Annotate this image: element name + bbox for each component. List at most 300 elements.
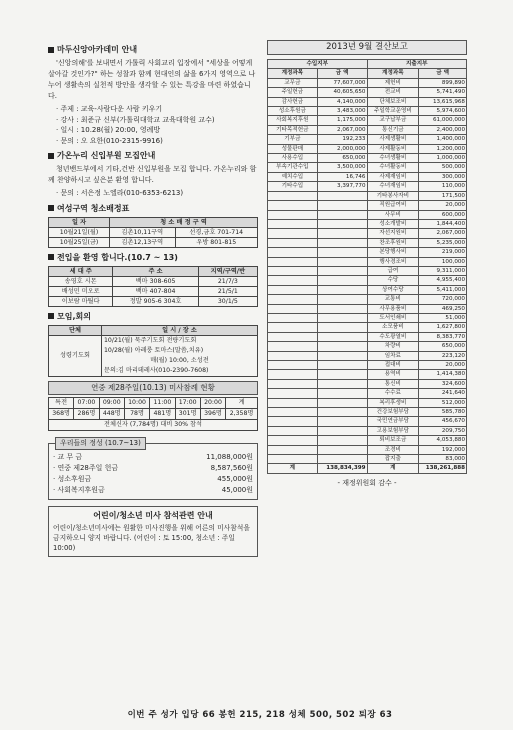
table-cell: 선경,금호 701-714 bbox=[175, 227, 257, 237]
expense-amount: 600,000 bbox=[419, 210, 467, 219]
finance-title: 2013년 9월 결산보고 bbox=[267, 40, 467, 55]
notice-title: 어린이/청소년 미사 참석관련 안내 bbox=[93, 510, 213, 520]
expense-item: 사무비 bbox=[367, 210, 419, 219]
income-amount bbox=[317, 248, 367, 257]
finance-table bbox=[267, 59, 467, 474]
expense-item: 행사경조비 bbox=[367, 257, 419, 266]
table-row bbox=[268, 191, 467, 200]
expense-item: 수녀재임비 bbox=[367, 182, 419, 191]
income-amount bbox=[317, 295, 367, 304]
income-amount bbox=[317, 379, 367, 388]
income-item bbox=[268, 408, 318, 417]
expense-amount: 51,000 bbox=[419, 313, 467, 322]
expense-item: 통신비 bbox=[367, 379, 419, 388]
table-cell: 07:00 bbox=[74, 397, 99, 408]
expense-amount: 650,000 bbox=[419, 342, 467, 351]
income-item bbox=[268, 342, 318, 351]
income-item bbox=[268, 455, 318, 464]
table-cell: 10월21일(월) bbox=[49, 227, 110, 237]
expense-amount: 100,000 bbox=[419, 257, 467, 266]
total-row bbox=[268, 464, 467, 473]
table-row bbox=[268, 78, 467, 87]
table-cell: 368명 bbox=[49, 408, 74, 419]
choir-section-title bbox=[48, 150, 258, 161]
academy-line: · 강사 : 최준규 신부(가톨릭대학교 교육대학원 교수) bbox=[56, 115, 215, 124]
income-amount bbox=[317, 455, 367, 464]
academy-line: · 문의 : 오 요한(010-2315-9916) bbox=[56, 136, 163, 145]
table-header: 지역/구역/반 bbox=[198, 266, 257, 276]
income-amount: 2,000,000 bbox=[317, 144, 367, 153]
table-row bbox=[268, 172, 467, 181]
cleaning-section-title bbox=[48, 203, 258, 214]
table-cell: 이보람 마틸다 bbox=[49, 296, 113, 306]
expense-item: 용역비 bbox=[367, 370, 419, 379]
expense-item: 전교비 bbox=[367, 88, 419, 97]
table-row bbox=[268, 304, 467, 313]
table-header: 일 시 / 장 소 bbox=[102, 325, 258, 335]
income-item bbox=[268, 417, 318, 426]
expense-amount: 1,200,000 bbox=[419, 144, 467, 153]
table-row bbox=[268, 313, 467, 322]
table-row bbox=[268, 323, 467, 332]
expense-item: 본당행사비 bbox=[367, 248, 419, 257]
table-row bbox=[268, 238, 467, 247]
income-amount: 3,483,000 bbox=[317, 107, 367, 116]
offering-box bbox=[48, 438, 258, 500]
table-row bbox=[268, 182, 467, 191]
table-cell: 김촌10,11구역 bbox=[110, 227, 175, 237]
table-header: 일 자 bbox=[49, 217, 110, 227]
table-cell: 백마 308-605 bbox=[113, 276, 198, 286]
income-item bbox=[268, 426, 318, 435]
offering-label: · 교 무 금 bbox=[53, 452, 83, 461]
academy-line: · 일시 : 10.28(월) 20:00, 영례방 bbox=[56, 126, 161, 134]
expense-item: 제헌비 bbox=[367, 78, 419, 87]
table-cell: 78명 bbox=[124, 408, 149, 419]
income-item bbox=[268, 210, 318, 219]
expense-item: 수당 bbox=[367, 276, 419, 285]
income-amount bbox=[317, 266, 367, 275]
expense-item: 단체보조비 bbox=[367, 97, 419, 106]
income-amount bbox=[317, 219, 367, 228]
table-cell: 송영호 시몬 bbox=[49, 276, 113, 286]
expense-amount: 4,955,400 bbox=[419, 276, 467, 285]
table-cell: 481명 bbox=[150, 408, 175, 419]
table-row bbox=[268, 248, 467, 257]
expense-item: 사무용품비 bbox=[367, 304, 419, 313]
expense-amount: 8,383,770 bbox=[419, 332, 467, 341]
expense-amount: 1,414,380 bbox=[419, 370, 467, 379]
expense-item: 성소개발비 bbox=[367, 219, 419, 228]
table-row bbox=[49, 335, 258, 376]
income-amount bbox=[317, 276, 367, 285]
offering-title: 우리들의 정성 (10.7~13) bbox=[55, 437, 146, 450]
expense-amount: 9,311,000 bbox=[419, 266, 467, 275]
finance-signoff: - 재정위원회 감수 - bbox=[337, 478, 397, 487]
table-row bbox=[49, 408, 258, 419]
right-column bbox=[267, 40, 467, 488]
income-amount: 3,500,000 bbox=[317, 163, 367, 172]
expense-amount: 500,000 bbox=[419, 163, 467, 172]
table-row bbox=[49, 286, 258, 296]
table-cell: 10월25일(금) bbox=[49, 237, 110, 247]
income-amount: 4,140,000 bbox=[317, 97, 367, 106]
expense-amount: 219,000 bbox=[419, 248, 467, 257]
expense-item: 소모품비 bbox=[367, 323, 419, 332]
expense-amount: 192,000 bbox=[419, 445, 467, 454]
expense-amount: 61,000,000 bbox=[419, 116, 467, 125]
income-amount: 77,607,000 bbox=[317, 78, 367, 87]
expense-amount: 2,400,000 bbox=[419, 125, 467, 134]
income-amount: 192,233 bbox=[317, 135, 367, 144]
income-amount: 1,175,000 bbox=[317, 116, 367, 125]
expense-item: 접대비 bbox=[367, 361, 419, 370]
expense-item: 수녀생활비 bbox=[367, 154, 419, 163]
academy-title: 마두신앙아카데미 안내 bbox=[57, 45, 138, 54]
income-amount: 40,605,650 bbox=[317, 88, 367, 97]
table-cell: 17:00 bbox=[175, 397, 200, 408]
cleaning-title: 여성구역 청소배정표 bbox=[57, 203, 130, 213]
table-cell: 2,358명 bbox=[226, 408, 258, 419]
expense-amount: 585,780 bbox=[419, 408, 467, 417]
offering-amount: 8,587,560원 bbox=[210, 463, 253, 472]
table-row bbox=[268, 379, 467, 388]
expense-amount: 1,400,000 bbox=[419, 135, 467, 144]
expense-amount: 110,000 bbox=[419, 182, 467, 191]
meeting-line: 매(월) 10:00, 소성전 bbox=[150, 356, 209, 364]
income-item bbox=[268, 361, 318, 370]
table-row bbox=[268, 125, 467, 134]
table-row bbox=[49, 276, 258, 286]
income-amount-header: 금 액 bbox=[317, 69, 367, 78]
table-cell: 10:00 bbox=[124, 397, 149, 408]
square-bullet-icon bbox=[48, 254, 54, 260]
expense-item: 주일학교운영비 bbox=[367, 107, 419, 116]
table-cell: 286명 bbox=[74, 408, 99, 419]
expense-amount: 171,500 bbox=[419, 191, 467, 200]
expense-amount: 209,750 bbox=[419, 426, 467, 435]
expense-item: 통신기금 bbox=[367, 125, 419, 134]
mass-section-title: 연중 제28주일(10.13) 미사참례 현황 bbox=[48, 381, 258, 395]
expense-amount: 5,741,490 bbox=[419, 88, 467, 97]
table-row bbox=[268, 455, 467, 464]
table-row bbox=[49, 227, 258, 237]
income-item bbox=[268, 436, 318, 445]
income-item bbox=[268, 219, 318, 228]
table-row bbox=[268, 389, 467, 398]
income-item: 기타목적헌금 bbox=[268, 125, 318, 134]
table-cell: 30/1/5 bbox=[198, 296, 257, 306]
square-bullet-icon bbox=[48, 205, 54, 211]
table-cell: 계 bbox=[226, 397, 258, 408]
table-row bbox=[49, 397, 258, 408]
income-item bbox=[268, 238, 318, 247]
expense-item: 수도광열비 bbox=[367, 332, 419, 341]
income-item bbox=[268, 445, 318, 454]
expense-amount: 5,411,000 bbox=[419, 285, 467, 294]
table-cell: 김촌12,13구역 bbox=[110, 237, 175, 247]
notice-body: 어린이/청소년미사에는 원활한 미사진행을 위해 어른의 미사참석을 금지하오니 양지 바랍니다. (어린이 : 토 15:00, 청소년 : 주일 10:00) bbox=[53, 523, 250, 552]
table-row bbox=[268, 88, 467, 97]
income-item: 부속기관수입 bbox=[268, 163, 318, 172]
expense-amount: 469,250 bbox=[419, 304, 467, 313]
expense-amount: 899,890 bbox=[419, 78, 467, 87]
expense-item: 건강보험부담 bbox=[367, 408, 419, 417]
income-item: 기타수입 bbox=[268, 182, 318, 191]
expense-item: 교구납부금 bbox=[367, 116, 419, 125]
income-item bbox=[268, 295, 318, 304]
income-item bbox=[268, 370, 318, 379]
expense-amount: 456,670 bbox=[419, 417, 467, 426]
income-title: 수입지부 bbox=[268, 60, 368, 69]
table-row bbox=[268, 445, 467, 454]
expense-amount: 20,000 bbox=[419, 361, 467, 370]
table-cell: 09:00 bbox=[99, 397, 124, 408]
expense-amount: 324,600 bbox=[419, 379, 467, 388]
academy-section-title bbox=[48, 44, 258, 55]
expense-item: 국민연금부담 bbox=[367, 417, 419, 426]
table-cell: 21/7/3 bbox=[198, 276, 257, 286]
table-row bbox=[268, 163, 467, 172]
expense-item: 사제활동비 bbox=[367, 144, 419, 153]
table-row bbox=[268, 417, 467, 426]
income-amount bbox=[317, 323, 367, 332]
square-bullet-icon bbox=[48, 47, 54, 53]
expense-item: 복리후생비 bbox=[367, 398, 419, 407]
income-item: 기부금 bbox=[268, 135, 318, 144]
expense-item: 사제생활비 bbox=[367, 135, 419, 144]
income-item: 주일헌금 bbox=[268, 88, 318, 97]
offering-label: · 사회복지후원금 bbox=[53, 485, 105, 494]
expense-item: 잡지출 bbox=[367, 455, 419, 464]
expense-amount: 720,000 bbox=[419, 295, 467, 304]
income-amount bbox=[317, 201, 367, 210]
expense-title: 지출지부 bbox=[367, 60, 467, 69]
table-header: 세 대 주 bbox=[49, 266, 113, 276]
academy-line: · 주제 : 교육-사람다운 사람 키우기 bbox=[56, 105, 163, 113]
expense-amount: 1,627,800 bbox=[419, 323, 467, 332]
transfer-table bbox=[48, 266, 258, 307]
table-row bbox=[268, 144, 467, 153]
income-amount: 2,067,000 bbox=[317, 125, 367, 134]
income-item: 사용수입 bbox=[268, 154, 318, 163]
income-item bbox=[268, 379, 318, 388]
expense-amount: 2,067,000 bbox=[419, 229, 467, 238]
income-item: 감사헌금 bbox=[268, 97, 318, 106]
offering-amount: 11,088,000원 bbox=[206, 452, 253, 461]
mass-summary: 전체신자 (7,784명) 대비 30% 참석 bbox=[49, 419, 258, 430]
income-amount: 16,746 bbox=[317, 172, 367, 181]
income-amount: 3,397,770 bbox=[317, 182, 367, 191]
table-row bbox=[49, 296, 258, 306]
table-cell: 301명 bbox=[175, 408, 200, 419]
expense-amount: 512,000 bbox=[419, 398, 467, 407]
mass-table bbox=[48, 397, 258, 431]
choir-title: 가온누리 신입부원 모집안내 bbox=[57, 151, 156, 160]
expense-item: 직원급여비 bbox=[367, 201, 419, 210]
table-row bbox=[268, 257, 467, 266]
income-amount bbox=[317, 436, 367, 445]
expense-amount-header: 금 액 bbox=[419, 69, 467, 78]
income-amount bbox=[317, 361, 367, 370]
income-item: 교무금 bbox=[268, 78, 318, 87]
table-cell: 20:00 bbox=[200, 397, 225, 408]
meeting-detail bbox=[102, 335, 258, 376]
income-amount bbox=[317, 229, 367, 238]
table-cell: 448명 bbox=[99, 408, 124, 419]
expense-amount: 223,120 bbox=[419, 351, 467, 360]
transfer-title: 전입을 환영 합니다.(10.7 ~ 13) bbox=[57, 252, 178, 262]
table-row bbox=[268, 135, 467, 144]
table-row bbox=[268, 361, 467, 370]
expense-item: 임차료 bbox=[367, 351, 419, 360]
academy-paragraph: '신앙의해'를 보내면서 가톨릭 사회교리 입장에서 "세상을 어떻게 살아갈 것인가?" 하는 성찰과 함께 현대인의 삶을 6가지 영역으로 나누어 생활속의 실천적 방안을 생각할 수 있는 특강을 마련 하였습니다. bbox=[48, 59, 256, 100]
meeting-line: 10/28(월) 아레룽 토마스(말씀,치유) bbox=[104, 346, 204, 354]
table-row bbox=[268, 154, 467, 163]
left-column bbox=[48, 40, 258, 557]
expense-item: 수녀활동비 bbox=[367, 163, 419, 172]
income-item: 성물판매 bbox=[268, 144, 318, 153]
table-row bbox=[268, 408, 467, 417]
square-bullet-icon bbox=[48, 313, 54, 319]
income-item bbox=[268, 332, 318, 341]
table-header: 단체 bbox=[49, 325, 102, 335]
expense-total: 138,261,888 bbox=[419, 464, 467, 473]
expense-amount: 5,974,600 bbox=[419, 107, 467, 116]
expense-item: 수수료 bbox=[367, 389, 419, 398]
table-row bbox=[268, 332, 467, 341]
choir-paragraph: 청년밴드부에서 기타,건반 신입부원을 모집 합니다. 가온누리와 함께 찬양하시고 싶은분 환영 합니다. bbox=[48, 165, 257, 184]
income-item: 사회복지후원 bbox=[268, 116, 318, 125]
table-row bbox=[268, 276, 467, 285]
table-row bbox=[268, 398, 467, 407]
income-amount bbox=[317, 426, 367, 435]
offering-row bbox=[53, 463, 253, 474]
expense-item: 차량비 bbox=[367, 342, 419, 351]
income-amount bbox=[317, 398, 367, 407]
square-bullet-icon bbox=[48, 153, 54, 159]
income-item bbox=[268, 257, 318, 266]
meeting-title: 모임,회의 bbox=[57, 311, 91, 321]
income-amount bbox=[317, 417, 367, 426]
hymn-footer: 이번 주 성가 입당 66 봉헌 215, 218 성체 500, 502 퇴장 63 bbox=[127, 710, 393, 720]
offering-row bbox=[53, 452, 253, 463]
table-row bbox=[268, 116, 467, 125]
offering-row bbox=[53, 474, 253, 485]
expense-amount: 4,053,880 bbox=[419, 436, 467, 445]
expense-item: 급여 bbox=[367, 266, 419, 275]
offering-label: · 연중 제28주일 헌금 bbox=[53, 463, 119, 472]
meeting-line: 문의:김 마리데레사(010-2390-7608) bbox=[104, 366, 209, 374]
cleaning-table bbox=[48, 217, 258, 248]
expense-amount: 13,615,968 bbox=[419, 97, 467, 106]
income-total: 138,834,399 bbox=[317, 464, 367, 473]
expense-amount: 83,000 bbox=[419, 455, 467, 464]
table-row bbox=[268, 351, 467, 360]
income-item bbox=[268, 351, 318, 360]
kids-mass-notice bbox=[48, 506, 258, 557]
expense-item: 상여수당 bbox=[367, 285, 419, 294]
income-amount bbox=[317, 389, 367, 398]
table-cell: 특전 bbox=[49, 397, 74, 408]
table-row bbox=[268, 266, 467, 275]
income-amount bbox=[317, 304, 367, 313]
expense-item: 퇴비보조금 bbox=[367, 436, 419, 445]
expense-total-label: 계 bbox=[367, 464, 419, 473]
table-cell: 396명 bbox=[200, 408, 225, 419]
income-item: 성소후원금 bbox=[268, 107, 318, 116]
expense-item-header: 계정과목 bbox=[367, 69, 419, 78]
table-row bbox=[268, 426, 467, 435]
income-amount: 650,000 bbox=[317, 154, 367, 163]
table-row bbox=[268, 229, 467, 238]
income-item bbox=[268, 266, 318, 275]
income-item bbox=[268, 285, 318, 294]
income-amount bbox=[317, 191, 367, 200]
table-row bbox=[268, 107, 467, 116]
income-item bbox=[268, 398, 318, 407]
expense-item: 사제재임비 bbox=[367, 172, 419, 181]
expense-item: 고용보험부담 bbox=[367, 426, 419, 435]
expense-amount: 1,000,000 bbox=[419, 154, 467, 163]
income-item bbox=[268, 191, 318, 200]
offering-amount: 45,000원 bbox=[221, 485, 253, 494]
income-item bbox=[268, 201, 318, 210]
table-row bbox=[268, 210, 467, 219]
table-cell: 우방 801-815 bbox=[175, 237, 257, 247]
offering-row bbox=[53, 485, 253, 496]
expense-amount: 5,235,000 bbox=[419, 238, 467, 247]
meeting-line: 10/21(월) 묵주기도회 전량기도회 bbox=[104, 336, 197, 344]
expense-item: 도서인쇄비 bbox=[367, 313, 419, 322]
table-row bbox=[268, 342, 467, 351]
table-cell: 정발 905-6 304호 bbox=[113, 296, 198, 306]
expense-amount: 1,844,400 bbox=[419, 219, 467, 228]
income-amount bbox=[317, 210, 367, 219]
table-cell: 11:00 bbox=[150, 397, 175, 408]
income-item bbox=[268, 389, 318, 398]
table-header: 주 소 bbox=[113, 266, 198, 276]
income-amount bbox=[317, 238, 367, 247]
table-row bbox=[268, 219, 467, 228]
transfer-section-title bbox=[48, 252, 258, 263]
table-row bbox=[268, 295, 467, 304]
income-amount bbox=[317, 313, 367, 322]
income-amount bbox=[317, 285, 367, 294]
meeting-group: 성령기도회 bbox=[49, 335, 102, 376]
table-row bbox=[268, 285, 467, 294]
expense-amount: 300,000 bbox=[419, 172, 467, 181]
table-cell: 백마 407-804 bbox=[113, 286, 198, 296]
offering-label: · 성소후원금 bbox=[53, 474, 92, 483]
table-row bbox=[49, 419, 258, 430]
income-amount bbox=[317, 342, 367, 351]
expense-item: 조경비 bbox=[367, 445, 419, 454]
income-amount bbox=[317, 332, 367, 341]
income-amount bbox=[317, 257, 367, 266]
expense-item: 교통비 bbox=[367, 295, 419, 304]
offering-amount: 455,000원 bbox=[217, 474, 253, 483]
table-header: 청 소 배 정 구 역 bbox=[110, 217, 258, 227]
income-amount bbox=[317, 408, 367, 417]
table-row bbox=[268, 201, 467, 210]
table-row bbox=[268, 370, 467, 379]
income-item bbox=[268, 323, 318, 332]
table-cell: 배성민 미오로 bbox=[49, 286, 113, 296]
table-row bbox=[268, 97, 467, 106]
table-cell: 21/5/1 bbox=[198, 286, 257, 296]
expense-item: 찬조후원비 bbox=[367, 238, 419, 247]
